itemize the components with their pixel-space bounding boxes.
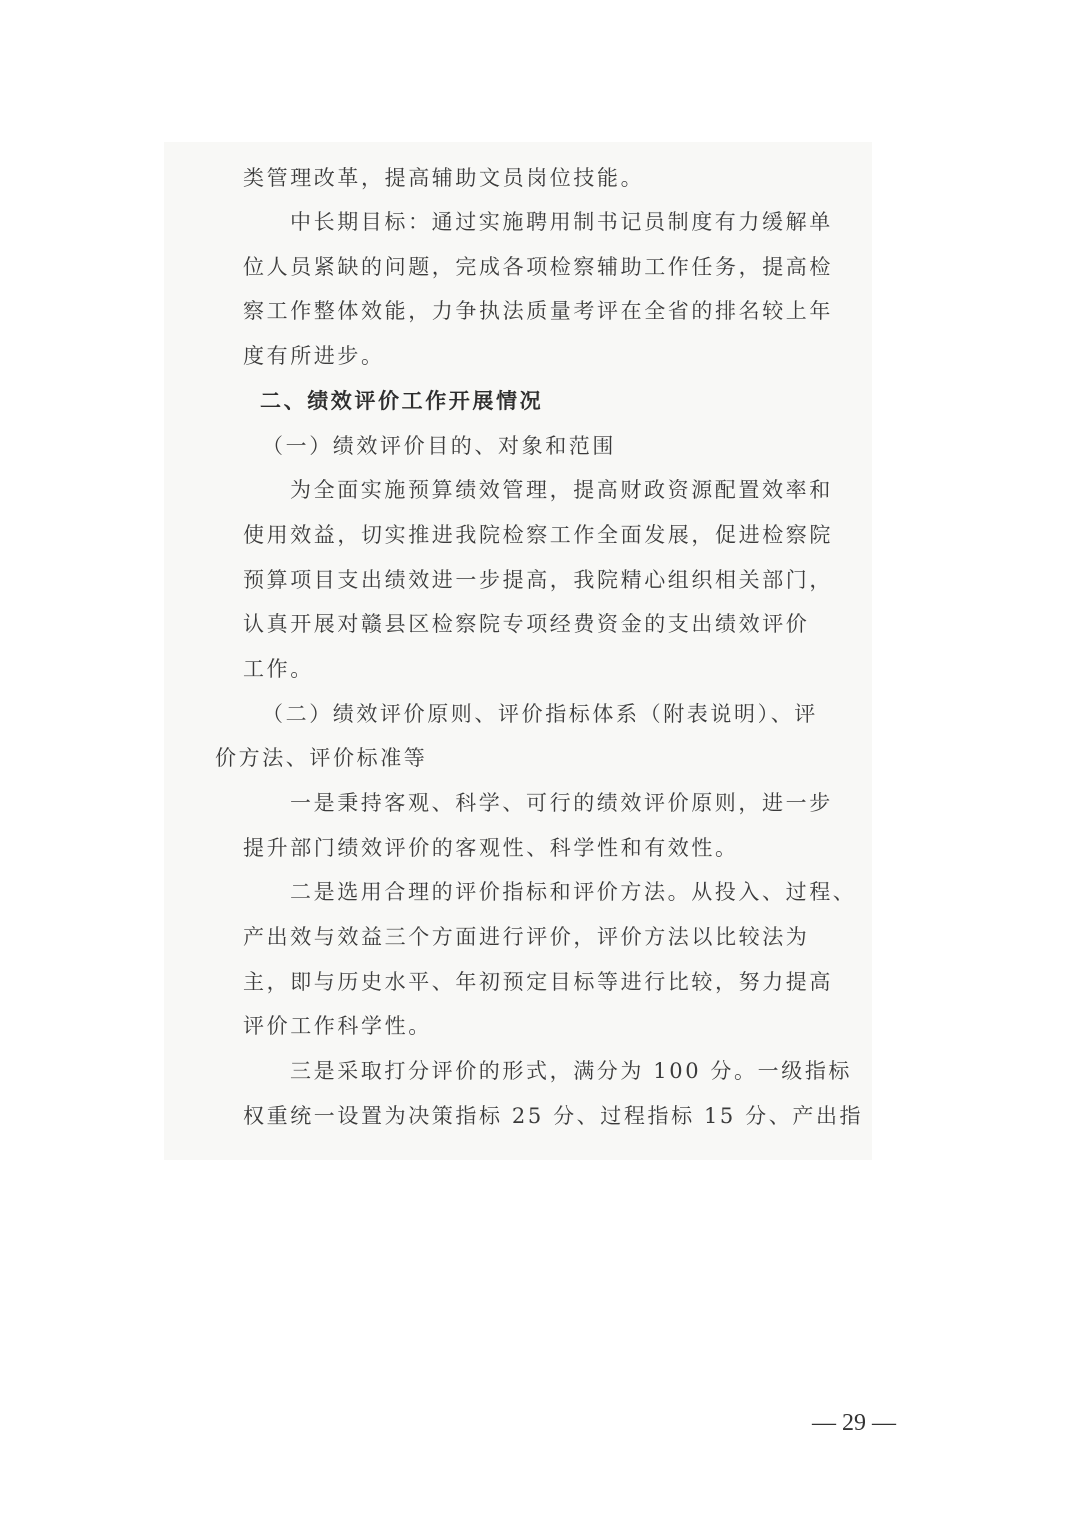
subsection-heading-2: （二）绩效评价原则、评价指标体系（附表说明）、评 xyxy=(262,702,818,726)
text-line-15: 一是秉持客观、科学、可行的绩效评价原则，进一步 xyxy=(290,791,833,815)
text-line-1: 类管理改革，提高辅助文员岗位技能。 xyxy=(243,166,645,190)
text-line-8: 为全面实施预算绩效管理，提高财政资源配置效率和 xyxy=(290,478,833,502)
subsection-heading-2-cont: 价方法、评价标准等 xyxy=(215,746,428,770)
text-line-3: 位人员紧缺的问题，完成各项检察辅助工作任务，提高检 xyxy=(243,255,833,279)
text-line-18: 产出效与效益三个方面进行评价，评价方法以比较法为 xyxy=(243,925,810,949)
text-line-12: 工作。 xyxy=(243,657,314,681)
subsection-heading-1: （一）绩效评价目的、对象和范围 xyxy=(262,434,616,458)
text-line-20: 评价工作科学性。 xyxy=(243,1014,432,1038)
scanned-page-area xyxy=(164,142,872,1160)
text-line-19: 主，即与历史水平、年初预定目标等进行比较，努力提高 xyxy=(243,970,833,994)
section-heading-2: 二、绩效评价工作开展情况 xyxy=(260,388,544,413)
text-line-2: 中长期目标：通过实施聘用制书记员制度有力缓解单 xyxy=(290,210,833,234)
page-number: — 29 — xyxy=(812,1410,896,1436)
text-line-5: 度有所进步。 xyxy=(243,344,385,368)
text-line-22: 权重统一设置为决策指标 25 分、过程指标 15 分、产出指 xyxy=(243,1104,864,1128)
text-line-17: 二是选用合理的评价指标和评价方法。从投入、过程、 xyxy=(290,880,857,904)
text-line-9: 使用效益，切实推进我院检察工作全面发展，促进检察院 xyxy=(243,523,833,547)
text-line-16: 提升部门绩效评价的客观性、科学性和有效性。 xyxy=(243,836,739,860)
text-line-10: 预算项目支出绩效进一步提高，我院精心组织相关部门， xyxy=(243,568,833,592)
text-line-4: 察工作整体效能，力争执法质量考评在全省的排名较上年 xyxy=(243,299,833,323)
text-line-11: 认真开展对赣县区检察院专项经费资金的支出绩效评价 xyxy=(243,612,810,636)
text-line-21: 三是采取打分评价的形式，满分为 100 分。一级指标 xyxy=(290,1059,853,1083)
